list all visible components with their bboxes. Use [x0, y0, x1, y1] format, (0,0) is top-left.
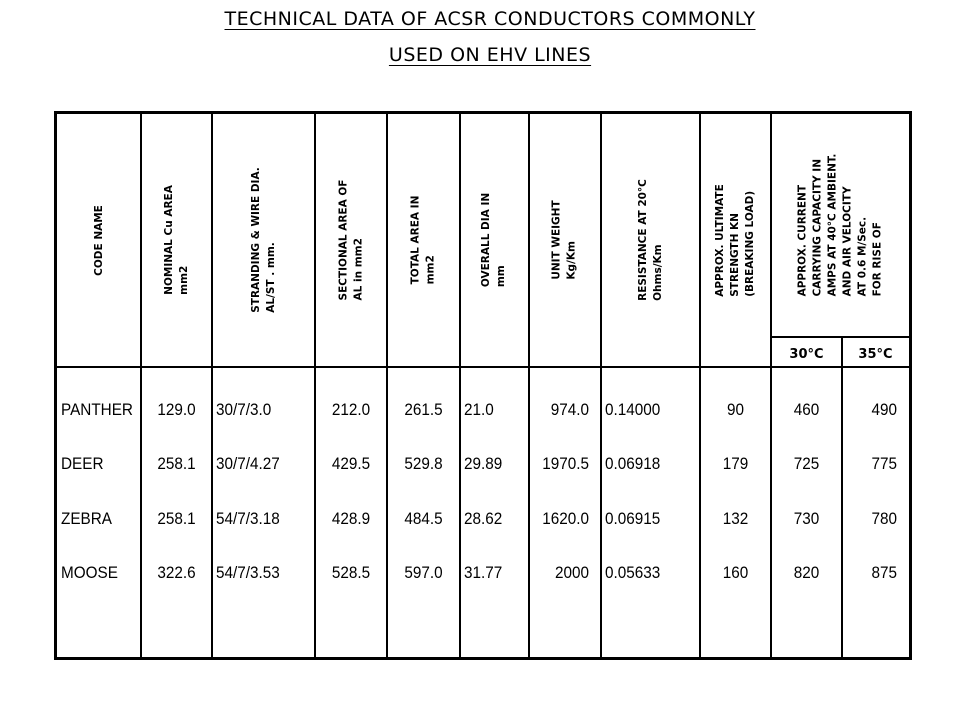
table-cell: ZEBRA	[61, 509, 113, 528]
table-cell: 0.06918	[605, 454, 661, 473]
table-cell: 0.06915	[605, 509, 661, 528]
column-header-line: APPROX. CURRENT	[796, 185, 808, 297]
column-header	[601, 114, 700, 366]
column-header-line: AL in mm2	[352, 238, 364, 301]
conductor-data-table	[54, 111, 912, 660]
column-header-line: Kg/Km	[566, 241, 578, 280]
column-header	[315, 114, 387, 366]
table-cell: 528.5	[331, 563, 371, 582]
column-header	[141, 114, 212, 366]
table-cell: 212.0	[331, 400, 371, 419]
table-cell: 28.62	[464, 509, 503, 528]
table-cell: 974.0	[550, 400, 589, 419]
table-cell: 780	[871, 509, 897, 528]
table-cell: 30/7/3.0	[216, 400, 272, 419]
table-cell: 29.89	[464, 454, 503, 473]
table-cell: 90	[726, 400, 745, 419]
table-cell: 820	[793, 563, 820, 582]
table-cell: 490	[871, 400, 897, 419]
table-cell: 429.5	[331, 454, 371, 473]
column-header-line: AMPS AT 40°C AMBIENT.	[826, 153, 838, 297]
table-cell: 1970.5	[542, 454, 589, 473]
column-header-line: CARRYING CAPACITY IN	[811, 159, 823, 297]
temperature-subheader: 35°C	[858, 346, 893, 362]
column-header	[387, 114, 460, 366]
table-cell: 875	[871, 563, 897, 582]
column-header-line: FOR RISE OF	[871, 222, 883, 297]
table-cell: MOOSE	[61, 563, 118, 582]
table-cell: 261.5	[404, 400, 443, 419]
column-header-line: STRANDING & WIRE DIA.	[249, 167, 262, 313]
column-header-line: RESISTANCE AT 20°C	[636, 179, 649, 301]
table-cell: 2000	[554, 563, 589, 582]
column-divider	[841, 337, 843, 657]
column-header-line: OVERALL DIA IN	[480, 192, 493, 288]
table-cell: DEER	[61, 454, 104, 473]
table-cell: PANTHER	[61, 400, 133, 419]
column-header-line: STRENGTH KN	[729, 212, 742, 297]
column-header-line: Ohms/Km	[651, 244, 664, 301]
table-cell: 322.6	[157, 563, 196, 582]
table-cell: 1620.0	[542, 509, 589, 528]
column-header-line: NOMINAL Cu AREA	[162, 185, 175, 295]
table-cell: 30/7/4.27	[216, 454, 280, 473]
column-header-line: APPROX. ULTIMATE	[714, 183, 727, 297]
column-header-line: mm2	[424, 255, 437, 285]
table-cell: 160	[722, 563, 749, 582]
table-cell: 0.14000	[605, 400, 661, 419]
column-header	[57, 114, 141, 366]
column-header	[460, 114, 529, 366]
column-header-line: SECTIONAL AREA OF	[337, 179, 349, 301]
column-header	[700, 114, 771, 366]
table-cell: 725	[793, 454, 820, 473]
table-cell: 597.0	[404, 563, 443, 582]
table-cell: 0.05633	[605, 563, 661, 582]
column-header-line: (BREAKING LOAD)	[744, 190, 757, 297]
table-cell: 54/7/3.18	[216, 509, 280, 528]
table-cell: 258.1	[157, 454, 196, 473]
table-cell: 21.0	[464, 400, 494, 419]
column-header-line: AL/ST . mm.	[264, 242, 277, 313]
column-header	[529, 114, 601, 366]
column-header-line: AND AIR VELOCITY	[841, 186, 853, 297]
document-title-line-2: USED ON EHV LINES	[388, 44, 592, 66]
column-header-line: UNIT WEIGHT	[551, 200, 563, 280]
column-header-line: TOTAL AREA IN	[409, 195, 422, 285]
column-header-line: mm	[495, 265, 508, 288]
table-cell: 129.0	[157, 400, 196, 419]
table-cell: 428.9	[331, 509, 371, 528]
column-header-line: CODE NAME	[92, 204, 105, 276]
column-header	[771, 114, 909, 336]
table-cell: 730	[793, 509, 820, 528]
table-cell: 31.77	[464, 563, 503, 582]
temperature-subheader-rule	[771, 336, 909, 338]
table-cell: 460	[793, 400, 820, 419]
table-cell: 529.8	[404, 454, 443, 473]
table-cell: 775	[871, 454, 897, 473]
document-title-line-1: TECHNICAL DATA OF ACSR CONDUCTORS COMMONLY	[224, 8, 756, 30]
column-header	[212, 114, 315, 366]
table-cell: 54/7/3.53	[216, 563, 280, 582]
table-cell: 179	[722, 454, 749, 473]
table-cell: 132	[722, 509, 749, 528]
table-cell: 484.5	[404, 509, 443, 528]
table-cell: 258.1	[157, 509, 196, 528]
temperature-subheader: 30°C	[789, 346, 824, 362]
column-header-line: AT 0.6 M/Sec.	[856, 216, 868, 297]
column-header-line: mm2	[177, 265, 190, 295]
